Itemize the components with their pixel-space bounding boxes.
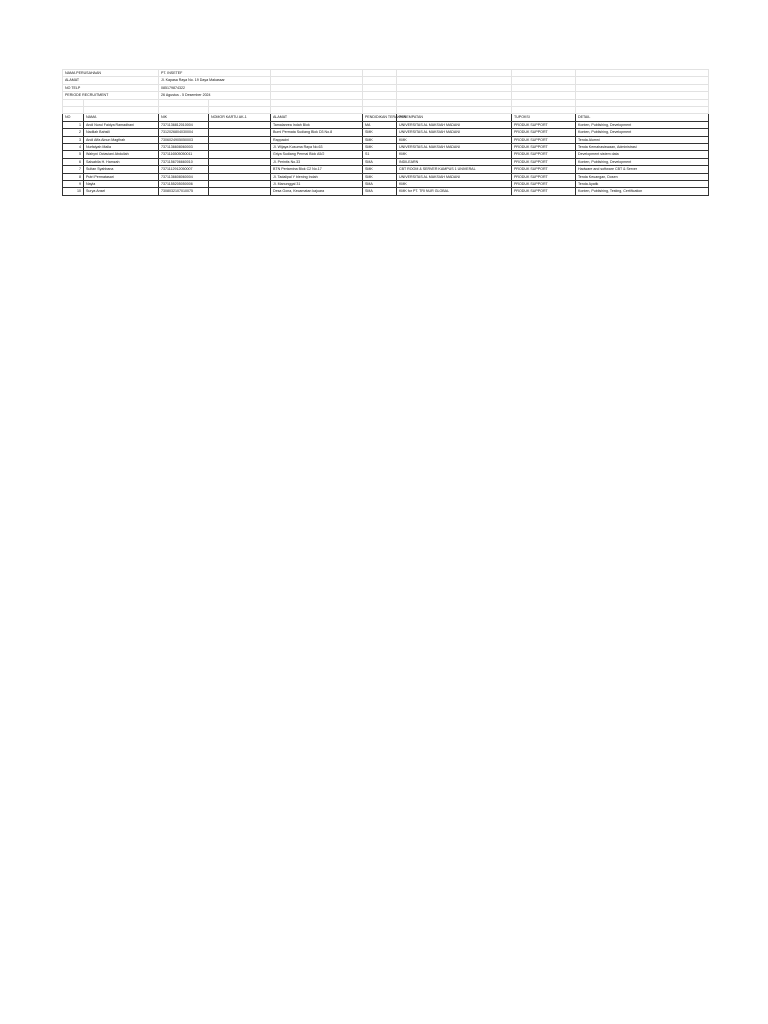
- cell-nik: 7308032107010075: [159, 188, 209, 195]
- cell-pendidikan: SMK: [363, 166, 397, 173]
- cell-nama: Putri Permatasari: [84, 173, 159, 180]
- cell-kartu: [209, 121, 271, 128]
- cell-tupoksi: PRODUK SUPPORT: [512, 166, 576, 173]
- cell-detail: Hadware and software CBT & Server: [576, 166, 709, 173]
- cell-penempatan: KMK: [397, 151, 512, 158]
- company-address-label: ALAMAT: [63, 77, 159, 84]
- cell-tupoksi: PRODUK SUPPORT: [512, 188, 576, 195]
- spacer-rows: [63, 99, 709, 114]
- cell-no: 3: [63, 136, 84, 143]
- cell-pendidikan: SMA: [363, 158, 397, 165]
- recruitment-table: [62, 69, 709, 196]
- cell-alamat: Tamalanrea Indah Blok: [271, 121, 363, 128]
- cell-penempatan: CBT ROOM & SERVER KAMPUS 1 UNIVERAL: [397, 166, 512, 173]
- cell-kartu: [209, 144, 271, 151]
- cell-nik: 7371112912050007: [159, 166, 209, 173]
- table-row: [63, 121, 709, 128]
- cell-no: 5: [63, 151, 84, 158]
- cell-detail: Tenda Ayatik: [576, 181, 709, 188]
- spreadsheet: [62, 69, 708, 196]
- cell-tupoksi: PRODUK SUPPORT: [512, 173, 576, 180]
- cell-no: 8: [63, 173, 84, 180]
- cell-alamat: BTN Pertamina Blok C2 No.17: [271, 166, 363, 173]
- cell-alamat: Desa Gona, Kecamatan kajuara: [271, 188, 363, 195]
- cell-penempatan: UNIVERSITAS AL MAKSIAH MADANI: [397, 129, 512, 136]
- cell-kartu: [209, 188, 271, 195]
- company-info-row: [63, 92, 709, 99]
- cell-pendidikan: SMA: [363, 181, 397, 188]
- cell-nama: Sultan Syahbana: [84, 166, 159, 173]
- table-row: [63, 144, 709, 151]
- cell-detail: Konten, Publishing, Development: [576, 121, 709, 128]
- cell-tupoksi: PRODUK SUPPORT: [512, 151, 576, 158]
- cell-tupoksi: PRODUK SUPPORT: [512, 181, 576, 188]
- cell-no: 6: [63, 158, 84, 165]
- cell-detail: Tenda Keuangan, Dosen: [576, 173, 709, 180]
- company-phone-label: NO TELP: [63, 84, 159, 91]
- company-info-row: [63, 70, 709, 77]
- company-address-value: Jl. Kapasa Raya No. 19 Daya Makassar: [159, 77, 271, 84]
- cell-tupoksi: PRODUK SUPPORT: [512, 136, 576, 143]
- cell-penempatan: UNIVERSITAS AL MAKSIAH MADANI: [397, 173, 512, 180]
- company-name-label: NAMA PERUSAHAAN: [63, 70, 159, 77]
- cell-nama: Nurfaiyah Malla: [84, 144, 159, 151]
- header-kartu: NOMOR KARTU AK-1: [209, 114, 271, 121]
- cell-kartu: [209, 136, 271, 143]
- table-row: [63, 173, 709, 180]
- cell-tupoksi: PRODUK SUPPORT: [512, 129, 576, 136]
- header-detail: DETAIL: [576, 114, 709, 121]
- cell-penempatan: KMK: [397, 136, 512, 143]
- cell-no: 2: [63, 129, 84, 136]
- cell-no: 10: [63, 188, 84, 195]
- header-no: NO: [63, 114, 84, 121]
- cell-alamat: Griya Sudiang Permai Blok A5/2: [271, 151, 363, 158]
- company-info-row: [63, 84, 709, 91]
- cell-penempatan: KMK: [397, 181, 512, 188]
- cell-kartu: [209, 173, 271, 180]
- header-alamat: ALAMAT: [271, 114, 363, 121]
- cell-no: 1: [63, 121, 84, 128]
- cell-kartu: [209, 151, 271, 158]
- cell-penempatan: KMK for PT. TRI NUR GLOBAL: [397, 188, 512, 195]
- header-penempatan: PENEMPATAN: [397, 114, 512, 121]
- cell-detail: Konten, Publishing, Development: [576, 158, 709, 165]
- header-pendidikan: PENDIDIKAN TERAKHIR: [363, 114, 397, 121]
- cell-nik: 7312026804030004: [159, 129, 209, 136]
- table-row: [63, 181, 709, 188]
- cell-nik: 7371155205050006: [159, 181, 209, 188]
- cell-alamat: Bumi Permata Sudiang Blok D3 No.8: [271, 129, 363, 136]
- cell-nama: Surya Ansel: [84, 188, 159, 195]
- cell-nama: Nayla: [84, 181, 159, 188]
- cell-pendidikan: MA: [363, 121, 397, 128]
- cell-nik: 7371136608060004: [159, 173, 209, 180]
- cell-pendidikan: SMK: [363, 129, 397, 136]
- table-row: [63, 129, 709, 136]
- cell-penempatan: UNIVERSITAS AL MAKSIAH MADANI: [397, 144, 512, 151]
- cell-detail: Konten, Publishing, Testing, Certification: [576, 188, 709, 195]
- table-row: [63, 151, 709, 158]
- cell-nik: 7371156706660010: [159, 158, 209, 165]
- recruitment-period-value: 26 Agustus - 5 Desember 2024: [159, 92, 271, 99]
- cell-alamat: Rappacini: [271, 136, 363, 143]
- cell-no: 9: [63, 181, 84, 188]
- table-row: [63, 158, 709, 165]
- cell-nama: Andi Nurul Faidya Ramadhani: [84, 121, 159, 128]
- table-row: [63, 166, 709, 173]
- table-header-row: [63, 114, 709, 121]
- cell-kartu: [209, 158, 271, 165]
- cell-pendidikan: S1: [363, 151, 397, 158]
- cell-nik: 7371116505050011: [159, 151, 209, 158]
- cell-nik: 7306024905050003: [159, 136, 209, 143]
- cell-pendidikan: SMK: [363, 144, 397, 151]
- cell-detail: Konten, Publishing, Development: [576, 129, 709, 136]
- cell-nik: 7371136608060003: [159, 144, 209, 151]
- cell-penempatan: UNIVERSITAS AL MAKSIAH MADANI: [397, 121, 512, 128]
- company-name-value: PT. INSETEF: [159, 70, 271, 77]
- cell-nik: 7371136812010004: [159, 121, 209, 128]
- table-row: [63, 188, 709, 195]
- cell-pendidikan: SMK: [363, 136, 397, 143]
- cell-alamat: Jl. Manunggal 31: [271, 181, 363, 188]
- cell-detail: Tenda Alumni: [576, 136, 709, 143]
- cell-penempatan: INDILEARN: [397, 158, 512, 165]
- header-nama: NAMA: [84, 114, 159, 121]
- cell-detail: Development sistem data: [576, 151, 709, 158]
- cell-pendidikan: SMK: [363, 173, 397, 180]
- cell-tupoksi: PRODUK SUPPORT: [512, 144, 576, 151]
- cell-nama: Salsabila H. Hamzah: [84, 158, 159, 165]
- employee-table: [63, 114, 709, 195]
- cell-kartu: [209, 129, 271, 136]
- cell-kartu: [209, 181, 271, 188]
- table-row: [63, 136, 709, 143]
- cell-kartu: [209, 166, 271, 173]
- cell-alamat: Jl. Perintis No.33: [271, 158, 363, 165]
- cell-no: 7: [63, 166, 84, 173]
- cell-nama: Wahyni Octaviani Abdullah: [84, 151, 159, 158]
- cell-detail: Tenda Kemahasiswaan, Administrasi: [576, 144, 709, 151]
- company-info-row: [63, 77, 709, 84]
- recruitment-period-label: PERIODE RECRUITMENT: [63, 92, 159, 99]
- cell-alamat: Jl. Wijaya Kusuma Raya No.63: [271, 144, 363, 151]
- company-phone-value: 085179874322: [159, 84, 271, 91]
- cell-nama: Andi Affa Ainun Magfirah: [84, 136, 159, 143]
- header-nik: NIK: [159, 114, 209, 121]
- cell-alamat: Jl. Tadalipal Y blening Indah: [271, 173, 363, 180]
- cell-no: 4: [63, 144, 84, 151]
- company-info: [63, 70, 709, 100]
- cell-tupoksi: PRODUK SUPPORT: [512, 121, 576, 128]
- header-tupoksi: TUPOKSI: [512, 114, 576, 121]
- cell-nama: Nadilah Bahsili: [84, 129, 159, 136]
- cell-pendidikan: SMA: [363, 188, 397, 195]
- cell-tupoksi: PRODUK SUPPORT: [512, 158, 576, 165]
